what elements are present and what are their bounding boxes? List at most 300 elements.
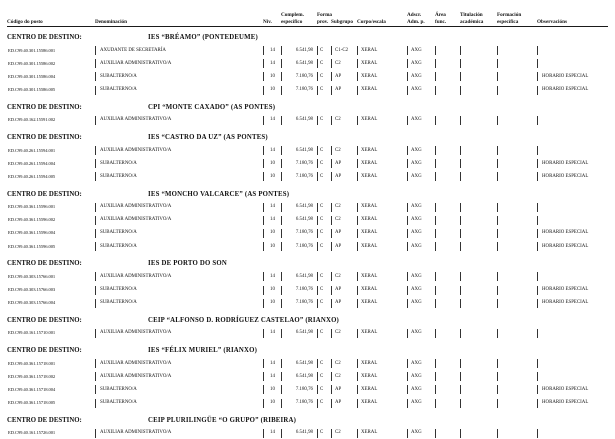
centro-destino-label: CENTRO DE DESTINO: <box>7 260 82 268</box>
table-row <box>7 240 608 253</box>
cell-complemento-especifico: 6.541,98 <box>281 272 317 281</box>
cell-complemento-especifico: 7.180,76 <box>281 242 317 251</box>
centro-block <box>7 416 608 439</box>
cell-forma-provision: C <box>317 159 331 168</box>
cell-adscricion: AXG <box>407 359 435 368</box>
cell-observacions <box>537 272 608 281</box>
column-header-line1: Complem. <box>281 12 304 18</box>
cell-subgrupo: C2 <box>331 272 357 281</box>
cell-denominacion: SUBALTERNO/A <box>95 172 263 181</box>
cell-subgrupo: C2 <box>331 59 357 68</box>
cell-adscricion: AXG <box>407 385 435 394</box>
column-header-line2: académica <box>460 18 484 25</box>
cell-area-funcional <box>435 329 460 338</box>
cell-codigo-posto: ED.C99.40.261.15594.004 <box>8 160 56 166</box>
cell-observacions <box>537 203 608 212</box>
cell-subgrupo: AP <box>331 172 357 181</box>
cell-nivel: 14 <box>263 429 281 438</box>
cell-forma-provision: C <box>317 203 331 212</box>
cell-titulacion <box>460 216 497 225</box>
cell-observacions <box>537 429 608 438</box>
cell-corpo-escala: XERAL <box>357 72 407 81</box>
cell-subgrupo: C2 <box>331 116 357 125</box>
cell-corpo-escala: XERAL <box>357 299 407 308</box>
column-header-observacions <box>537 12 608 25</box>
cell-nivel: 10 <box>263 242 281 251</box>
column-header-subgrupo <box>331 12 357 25</box>
cell-denominacion: AUXILIAR ADMINISTRATIVO/A <box>95 203 263 212</box>
table-row <box>7 114 608 127</box>
cell-adscricion: AXG <box>407 59 435 68</box>
cell-forma-provision: C <box>317 299 331 308</box>
cell-corpo-escala: XERAL <box>357 359 407 368</box>
table-row <box>7 283 608 296</box>
table-row <box>7 370 608 383</box>
cell-titulacion <box>460 59 497 68</box>
cell-nivel: 10 <box>263 159 281 168</box>
cell-codigo-posto: ED.C99.40.303.15766.001 <box>8 273 56 279</box>
cell-area-funcional <box>435 146 460 155</box>
cell-forma-provision: C <box>317 385 331 394</box>
cell-complemento-especifico: 6.541,98 <box>281 46 317 55</box>
cell-subgrupo: C2 <box>331 216 357 225</box>
column-header-line1: Adscr. <box>407 12 422 18</box>
cell-area-funcional <box>435 229 460 238</box>
column-header-line2: específico <box>281 18 303 25</box>
cell-complemento-especifico: 7.180,76 <box>281 86 317 95</box>
cell-observacions <box>537 116 608 125</box>
cell-forma-provision: C <box>317 46 331 55</box>
cell-titulacion <box>460 299 497 308</box>
cell-codigo-posto: ED.C99.40.301.15586.005 <box>8 87 56 93</box>
cell-formacion <box>497 272 537 281</box>
cell-subgrupo: C2 <box>331 203 357 212</box>
cell-codigo-posto: ED.C99.40.161.15726.001 <box>8 430 56 436</box>
cell-formacion <box>497 399 537 408</box>
cell-area-funcional <box>435 299 460 308</box>
cell-formacion <box>497 385 537 394</box>
cell-adscricion: AXG <box>407 299 435 308</box>
cell-corpo-escala: XERAL <box>357 272 407 281</box>
cell-observacions: HORARIO ESPECIAL <box>537 299 608 308</box>
centro-name: IES DE PORTO DO SON <box>148 260 227 268</box>
cell-nivel: 14 <box>263 116 281 125</box>
column-header-corpo-escala <box>357 12 407 25</box>
cell-subgrupo: AP <box>331 299 357 308</box>
table-header <box>7 12 608 27</box>
cell-adscricion: AXG <box>407 372 435 381</box>
cell-codigo-posto: ED.C99.40.361.15596.001 <box>8 204 56 210</box>
cell-titulacion <box>460 429 497 438</box>
cell-observacions <box>537 146 608 155</box>
cell-formacion <box>497 229 537 238</box>
cell-subgrupo: C2 <box>331 372 357 381</box>
cell-complemento-especifico: 6.541,98 <box>281 59 317 68</box>
cell-titulacion <box>460 329 497 338</box>
cell-codigo-posto: ED.C99.40.301.15586.002 <box>8 60 56 66</box>
table-row <box>7 397 608 410</box>
table-row <box>7 157 608 170</box>
cell-codigo-posto: ED.C99.40.301.15586.004 <box>8 73 56 79</box>
cell-formacion <box>497 429 537 438</box>
cell-denominacion: SUBALTERNO/A <box>95 399 263 408</box>
table-row <box>7 70 608 83</box>
cell-adscricion: AXG <box>407 146 435 155</box>
cell-codigo-posto: ED.C99.40.361.15718.005 <box>8 400 56 406</box>
cell-forma-provision: C <box>317 116 331 125</box>
centro-heading <box>7 133 608 142</box>
column-header-niv <box>263 12 281 25</box>
cell-denominacion: AUXILIAR ADMINISTRATIVO/A <box>95 329 263 338</box>
centro-heading <box>7 416 608 425</box>
centro-rows <box>7 327 608 340</box>
table-row <box>7 44 608 57</box>
cell-area-funcional <box>435 385 460 394</box>
cell-titulacion <box>460 172 497 181</box>
table-row <box>7 84 608 97</box>
cell-observacions <box>537 359 608 368</box>
cell-complemento-especifico: 6.541,98 <box>281 146 317 155</box>
cell-observacions: HORARIO ESPECIAL <box>537 385 608 394</box>
cell-codigo-posto: ED.C99.40.261.15594.005 <box>8 173 56 179</box>
cell-titulacion <box>460 399 497 408</box>
column-header-line2: específica <box>497 18 519 25</box>
cell-codigo-posto: ED.C99.40.303.15766.003 <box>8 287 56 293</box>
cell-nivel: 10 <box>263 229 281 238</box>
cell-corpo-escala: XERAL <box>357 172 407 181</box>
centro-block <box>7 190 608 254</box>
cell-area-funcional <box>435 172 460 181</box>
column-header-codigo <box>7 12 95 25</box>
cell-adscricion: AXG <box>407 399 435 408</box>
column-header-line1: Formación <box>497 12 522 18</box>
cell-formacion <box>497 359 537 368</box>
cell-codigo-posto: ED.C99.40.361.15718.001 <box>8 360 56 366</box>
cell-complemento-especifico: 6.541,98 <box>281 372 317 381</box>
cell-adscricion: AXG <box>407 272 435 281</box>
cell-area-funcional <box>435 359 460 368</box>
cell-nivel: 10 <box>263 86 281 95</box>
cell-area-funcional <box>435 216 460 225</box>
column-header-line2: Código do posto <box>7 18 43 25</box>
cell-corpo-escala: XERAL <box>357 372 407 381</box>
cell-subgrupo: AP <box>331 399 357 408</box>
cell-adscricion: AXG <box>407 286 435 295</box>
centro-rows <box>7 114 608 127</box>
centro-name: IES “CASTRO DA UZ” (AS PONTES) <box>148 133 268 141</box>
cell-area-funcional <box>435 203 460 212</box>
table-row <box>7 383 608 396</box>
cell-complemento-especifico: 7.180,76 <box>281 385 317 394</box>
cell-corpo-escala: XERAL <box>357 86 407 95</box>
cell-complemento-especifico: 7.180,76 <box>281 72 317 81</box>
cell-denominacion: AUXILIAR ADMINISTRATIVO/A <box>95 146 263 155</box>
cell-adscricion: AXG <box>407 203 435 212</box>
table-row <box>7 201 608 214</box>
cell-subgrupo: C2 <box>331 429 357 438</box>
cell-codigo-posto: ED.C99.40.162.15591.002 <box>8 117 56 123</box>
cell-denominacion: AUXILIAR ADMINISTRATIVO/A <box>95 216 263 225</box>
cell-forma-provision: C <box>317 399 331 408</box>
centro-destino-label: CENTRO DE DESTINO: <box>7 347 82 354</box>
centro-block <box>7 316 608 340</box>
table-row <box>7 327 608 340</box>
cell-corpo-escala: XERAL <box>357 46 407 55</box>
cell-complemento-especifico: 7.180,76 <box>281 299 317 308</box>
cell-nivel: 14 <box>263 372 281 381</box>
cell-formacion <box>497 242 537 251</box>
cell-adscricion: AXG <box>407 216 435 225</box>
centro-name: CPI “MONTE CAXADO” (AS PONTES) <box>148 103 276 111</box>
column-header-line1: Forma <box>317 12 332 18</box>
cell-formacion <box>497 59 537 68</box>
cell-codigo-posto: ED.C99.40.301.15586.001 <box>8 47 56 53</box>
cell-denominacion: AUXILIAR ADMINISTRATIVO/A <box>95 116 263 125</box>
cell-formacion <box>497 46 537 55</box>
cell-complemento-especifico: 7.180,76 <box>281 172 317 181</box>
cell-adscricion: AXG <box>407 116 435 125</box>
cell-denominacion: AUXILIAR ADMINISTRATIVO/A <box>95 429 263 438</box>
cell-area-funcional <box>435 46 460 55</box>
cell-subgrupo: AP <box>331 286 357 295</box>
cell-subgrupo: C2 <box>331 146 357 155</box>
centro-heading <box>7 259 608 268</box>
cell-subgrupo: AP <box>331 72 357 81</box>
cell-complemento-especifico: 7.180,76 <box>281 286 317 295</box>
cell-forma-provision: C <box>317 172 331 181</box>
cell-denominacion: AUXILIAR ADMINISTRATIVO/A <box>95 372 263 381</box>
column-header-complemento <box>281 12 317 25</box>
cell-denominacion: SUBALTERNO/A <box>95 385 263 394</box>
cell-area-funcional <box>435 159 460 168</box>
table-row <box>7 297 608 310</box>
cell-forma-provision: C <box>317 329 331 338</box>
cell-area-funcional <box>435 72 460 81</box>
cell-complemento-especifico: 6.541,98 <box>281 359 317 368</box>
column-header-formacion <box>497 12 537 25</box>
centro-name: IES “FÉLIX MURIEL” (RIANXO) <box>148 347 258 354</box>
cell-forma-provision: C <box>317 86 331 95</box>
cell-nivel: 14 <box>263 359 281 368</box>
cell-titulacion <box>460 242 497 251</box>
cell-subgrupo: C2 <box>331 329 357 338</box>
cell-denominacion: AXUDANTE DE SECRETARÍA <box>95 46 263 55</box>
table-row <box>7 270 608 283</box>
cell-subgrupo: C2 <box>331 359 357 368</box>
cell-titulacion <box>460 372 497 381</box>
cell-complemento-especifico: 7.180,76 <box>281 229 317 238</box>
table-row <box>7 427 608 439</box>
cell-observacions <box>537 59 608 68</box>
cell-complemento-especifico: 6.541,98 <box>281 216 317 225</box>
column-header-forma-prov <box>317 12 331 25</box>
cell-subgrupo: AP <box>331 242 357 251</box>
cell-corpo-escala: XERAL <box>357 286 407 295</box>
centro-rows <box>7 427 608 439</box>
cell-titulacion <box>460 385 497 394</box>
cell-corpo-escala: XERAL <box>357 203 407 212</box>
column-header-titulacion <box>460 12 497 25</box>
cell-formacion <box>497 86 537 95</box>
column-header-line2: Denominación <box>95 18 127 25</box>
cell-denominacion: SUBALTERNO/A <box>95 286 263 295</box>
column-header-line1: Titulación <box>460 12 483 18</box>
centro-block <box>7 259 608 310</box>
centro-heading <box>7 33 608 42</box>
cell-corpo-escala: XERAL <box>357 399 407 408</box>
column-header-line2: Corpo/escala <box>357 18 386 25</box>
table-row <box>7 57 608 70</box>
centro-name: CEIP PLURILINGÜE “O GRUPO” (RIBEIRA) <box>148 416 297 424</box>
cell-area-funcional <box>435 429 460 438</box>
cell-observacions: HORARIO ESPECIAL <box>537 229 608 238</box>
cell-subgrupo: C1-C2 <box>331 46 357 55</box>
cell-subgrupo: AP <box>331 385 357 394</box>
cell-denominacion: SUBALTERNO/A <box>95 299 263 308</box>
cell-formacion <box>497 159 537 168</box>
centro-rows <box>7 144 608 184</box>
cell-forma-provision: C <box>317 359 331 368</box>
cell-subgrupo: AP <box>331 229 357 238</box>
cell-formacion <box>497 329 537 338</box>
cell-corpo-escala: XERAL <box>357 146 407 155</box>
cell-titulacion <box>460 229 497 238</box>
cell-formacion <box>497 216 537 225</box>
cell-adscricion: AXG <box>407 429 435 438</box>
cell-complemento-especifico: 6.541,98 <box>281 429 317 438</box>
cell-codigo-posto: ED.C99.40.361.15596.005 <box>8 243 56 249</box>
cell-area-funcional <box>435 59 460 68</box>
cell-forma-provision: C <box>317 72 331 81</box>
centro-heading <box>7 103 608 112</box>
cell-titulacion <box>460 46 497 55</box>
cell-complemento-especifico: 6.541,98 <box>281 116 317 125</box>
cell-nivel: 14 <box>263 203 281 212</box>
cell-denominacion: SUBALTERNO/A <box>95 72 263 81</box>
cell-nivel: 14 <box>263 46 281 55</box>
cell-adscricion: AXG <box>407 159 435 168</box>
centro-name: IES “MONCHO VALCARCE” (AS PONTES) <box>148 190 290 198</box>
cell-codigo-posto: ED.C99.40.361.15596.002 <box>8 217 56 223</box>
cell-observacions: HORARIO ESPECIAL <box>537 242 608 251</box>
cell-corpo-escala: XERAL <box>357 242 407 251</box>
cell-area-funcional <box>435 372 460 381</box>
cell-corpo-escala: XERAL <box>357 116 407 125</box>
cell-adscricion: AXG <box>407 172 435 181</box>
cell-titulacion <box>460 272 497 281</box>
cell-denominacion: AUXILIAR ADMINISTRATIVO/A <box>95 359 263 368</box>
cell-observacions: HORARIO ESPECIAL <box>537 172 608 181</box>
cell-adscricion: AXG <box>407 229 435 238</box>
cell-codigo-posto: ED.C99.40.161.15710.001 <box>8 330 56 336</box>
cell-forma-provision: C <box>317 242 331 251</box>
cell-formacion <box>497 146 537 155</box>
cell-forma-provision: C <box>317 59 331 68</box>
cell-observacions <box>537 329 608 338</box>
cell-formacion <box>497 116 537 125</box>
cell-nivel: 14 <box>263 59 281 68</box>
cell-corpo-escala: XERAL <box>357 329 407 338</box>
cell-forma-provision: C <box>317 372 331 381</box>
cell-adscricion: AXG <box>407 242 435 251</box>
cell-observacions: HORARIO ESPECIAL <box>537 399 608 408</box>
centro-rows <box>7 357 608 410</box>
cell-titulacion <box>460 203 497 212</box>
table-row <box>7 357 608 370</box>
cell-denominacion: SUBALTERNO/A <box>95 159 263 168</box>
cell-complemento-especifico: 7.180,76 <box>281 399 317 408</box>
cell-adscricion: AXG <box>407 46 435 55</box>
cell-titulacion <box>460 116 497 125</box>
cell-forma-provision: C <box>317 229 331 238</box>
cell-titulacion <box>460 86 497 95</box>
column-header-line2: Observacións <box>537 18 567 25</box>
cell-nivel: 14 <box>263 216 281 225</box>
cell-corpo-escala: XERAL <box>357 159 407 168</box>
centro-heading <box>7 190 608 199</box>
cell-area-funcional <box>435 272 460 281</box>
cell-adscricion: AXG <box>407 329 435 338</box>
cell-codigo-posto: ED.C99.40.261.15594.001 <box>8 147 56 153</box>
cell-complemento-especifico: 7.180,76 <box>281 159 317 168</box>
cell-area-funcional <box>435 286 460 295</box>
cell-observacions <box>537 372 608 381</box>
cell-codigo-posto: ED.C99.40.361.15718.004 <box>8 386 56 392</box>
cell-nivel: 10 <box>263 286 281 295</box>
cell-titulacion <box>460 72 497 81</box>
cell-formacion <box>497 172 537 181</box>
column-header-line2: func. <box>435 18 447 25</box>
cell-nivel: 10 <box>263 172 281 181</box>
cell-nivel: 14 <box>263 146 281 155</box>
cell-complemento-especifico: 6.541,98 <box>281 203 317 212</box>
cell-nivel: 10 <box>263 399 281 408</box>
centro-destino-label: CENTRO DE DESTINO: <box>7 416 82 424</box>
cell-denominacion: SUBALTERNO/A <box>95 242 263 251</box>
cell-nivel: 10 <box>263 385 281 394</box>
cell-formacion <box>497 372 537 381</box>
column-header-area-funcional <box>435 12 460 25</box>
cell-area-funcional <box>435 116 460 125</box>
cell-denominacion: AUXILIAR ADMINISTRATIVO/A <box>95 59 263 68</box>
cell-forma-provision: C <box>317 216 331 225</box>
cell-nivel: 10 <box>263 72 281 81</box>
table-row <box>7 227 608 240</box>
centro-destino-label: CENTRO DE DESTINO: <box>7 133 82 141</box>
cell-observacions <box>537 46 608 55</box>
cell-formacion <box>497 299 537 308</box>
centro-block <box>7 346 608 410</box>
centro-rows <box>7 270 608 310</box>
blocks <box>7 33 608 439</box>
cell-nivel: 14 <box>263 272 281 281</box>
cell-forma-provision: C <box>317 272 331 281</box>
cell-observacions <box>537 216 608 225</box>
cell-forma-provision: C <box>317 286 331 295</box>
cell-denominacion: AUXILIAR ADMINISTRATIVO/A <box>95 272 263 281</box>
cell-corpo-escala: XERAL <box>357 429 407 438</box>
centro-block <box>7 33 608 97</box>
column-header-adscricion <box>407 12 435 25</box>
cell-area-funcional <box>435 242 460 251</box>
cell-complemento-especifico: 6.541,98 <box>281 329 317 338</box>
cell-subgrupo: AP <box>331 159 357 168</box>
cell-area-funcional <box>435 399 460 408</box>
table-row <box>7 170 608 183</box>
cell-nivel: 14 <box>263 329 281 338</box>
cell-codigo-posto: ED.C99.40.361.15718.002 <box>8 373 56 379</box>
centro-destino-label: CENTRO DE DESTINO: <box>7 190 82 198</box>
